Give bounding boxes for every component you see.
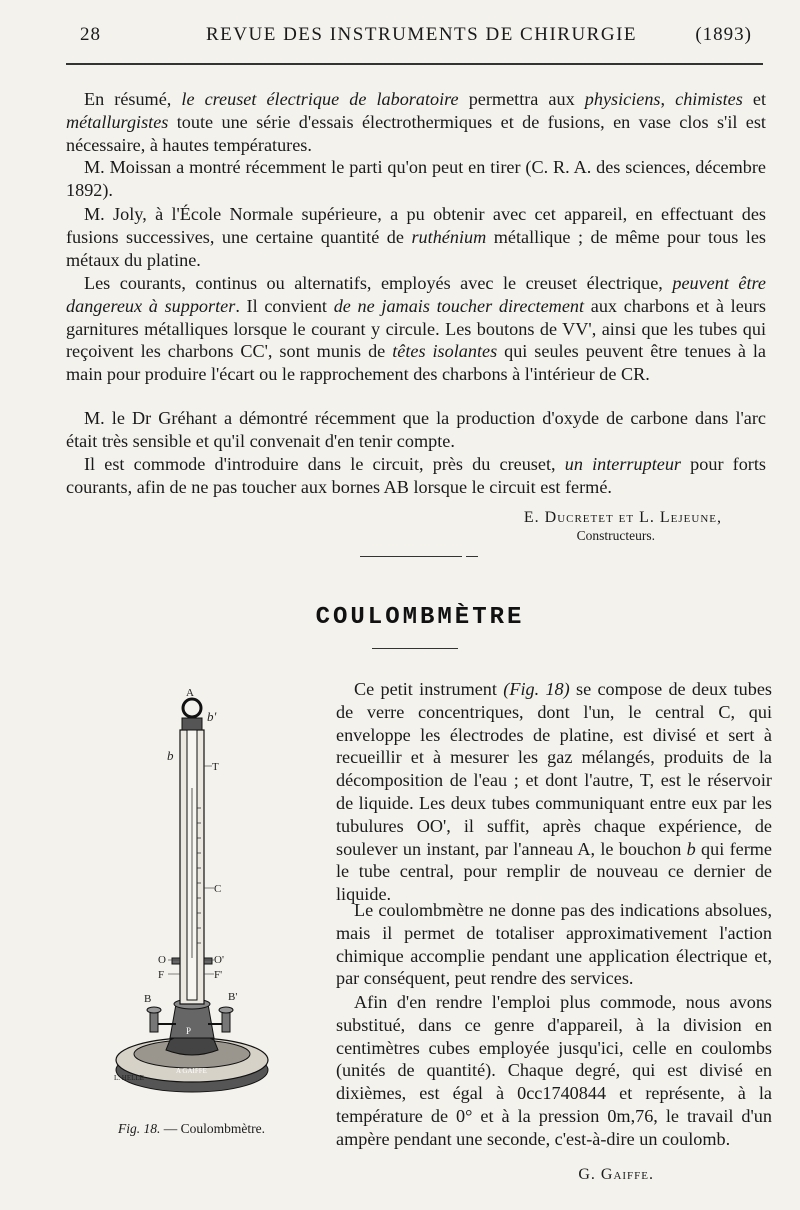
italic-run: métallurgistes <box>66 111 169 132</box>
label-P: P <box>186 1026 192 1036</box>
paragraph <box>66 203 766 271</box>
paragraph <box>66 272 766 386</box>
paragraph <box>66 407 766 453</box>
title-rule <box>372 648 458 649</box>
signature: G. Gaiffe. <box>578 1166 654 1183</box>
text-run: M. Moissan a montré récemment le parti qu'on peut en tirer (C. R. A. des sciences, décembre 1892). <box>66 157 766 200</box>
text-run: et <box>742 89 767 109</box>
text-run: pour forts courants, afin de ne pas toucher aux bornes AB lorsque le circuit est fermé. <box>66 454 766 497</box>
coulombmeter-figure <box>110 688 290 1103</box>
italic-run: têtes isolantes <box>392 341 498 362</box>
signature: E. Ducretet et L. Lejeune, <box>523 509 722 526</box>
caption-text: — Coulombmètre. <box>163 1121 265 1136</box>
base-mark: A GAIFFE <box>176 1067 207 1075</box>
paragraph <box>66 453 766 499</box>
italic-run: ruthénium <box>411 226 487 247</box>
label-B-prime: B' <box>228 991 238 1003</box>
italic-run: un interrupteur <box>564 454 681 474</box>
label-A: A <box>186 688 194 699</box>
text-run: toute une série d'essais électrothermiques et de fusions, en vase clos s'il est nécessaire, à hautes températures. <box>66 111 766 155</box>
header-rule <box>66 63 763 65</box>
italic-run: chimistes <box>675 89 743 109</box>
italic-run: physiciens <box>584 89 661 109</box>
text-run: . Il convient <box>235 295 334 316</box>
label-F: F <box>158 969 165 981</box>
text-run: se compose de deux tubes de verre concentriques, dont l'un, le central C, qui enveloppe les électrodes de platine, est divisé et sert à recueillir et à mesurer les gaz mélangés, produits de la décomposition de l'eau ; et dont l'autre, T, est le réservoir de liquide. Les deux tubes communiquant entre eux par les tubulures OO', il suffit, après chaque expérience, de soulever un instant, par l'anneau A, le bouchon <box>336 679 772 859</box>
italic-run: peuvent être dangereux à supporter <box>66 273 766 316</box>
label-O: O <box>158 954 166 966</box>
text-run: Il est commode d'introduire dans le circuit, près du creuset, <box>84 454 565 474</box>
signature-role: Constructeurs. <box>576 528 655 543</box>
text-run: Ce petit instrument <box>354 679 504 699</box>
text-run: qui seules peuvent être tenues à la main pour produire l'écart ou le rapprochement des charbons à l'intérieur de CR. <box>66 341 766 385</box>
text-run: permettra aux <box>458 89 585 109</box>
italic-run: le creuset électrique de laboratoire <box>181 89 459 109</box>
page-number: 28 <box>80 24 101 45</box>
italic-run: b <box>686 838 696 859</box>
section-divider-tail <box>466 556 478 557</box>
label-C: C <box>214 883 222 895</box>
text-run: M. le Dr Gréhant a démontré récemment que la production d'oxyde de carbone dans l'arc était très sensible et qu'il convenait d'en tenir compte. <box>66 408 766 451</box>
italic-run: de ne jamais toucher directement <box>333 295 585 316</box>
label-O-prime: O' <box>214 954 224 966</box>
page-header <box>66 20 762 54</box>
text-run: En résumé, <box>84 89 182 109</box>
text-run: qui ferme le tube central, pour remplir de nouveau ce dernier de liquide. <box>336 838 772 905</box>
text-run: , <box>660 89 676 109</box>
label-B: B <box>144 993 152 1005</box>
figure-caption <box>118 1121 265 1137</box>
italic-run: (Fig. 18) <box>503 679 570 699</box>
section-title: COULOMBMÈTRE <box>315 604 525 631</box>
text-run: M. Joly, à l'École Normale supérieure, a pu obtenir avec cet appareil, en effectuant des fusions successives, une certaine quantité de <box>66 204 766 247</box>
paragraph <box>336 899 772 990</box>
paragraph <box>336 678 772 906</box>
paragraph <box>336 991 772 1151</box>
paragraph <box>66 88 766 156</box>
caption-number: Fig. 18. <box>118 1121 161 1136</box>
label-F-prime: F' <box>214 969 223 981</box>
engraver-mark: L. HELLE <box>114 1074 144 1082</box>
header-year: (1893) <box>695 24 752 45</box>
text-run: Afin d'en rendre l'emploi plus commode, nous avons substitué, dans ce genre d'appareil, à la division en centimètres cubes employée jusqu'ici, celle en coulombs (unités de quantité). Chaque degré, qui est divisé en dixièmes, est égal à 0cc1740844 et représente, à la température de 0° et à la pression 0m,76, le travail d'un ampère pendant une seconde, c'est-à-dire un coulomb. <box>336 992 772 1149</box>
text-run: Le coulombmètre ne donne pas des indications absolues, mais il permet de totaliser approximativement l'action chimique accomplie pendant une application électrique et, par conséquent, peut rendre des services. <box>336 900 772 989</box>
paragraph <box>66 156 766 202</box>
text-run: Les courants, continus ou alternatifs, employés avec le creuset électrique, <box>84 273 673 293</box>
section-divider <box>360 556 462 557</box>
text-run: aux charbons et à leurs garnitures métalliques lorsque le courant y circule. Les boutons de VV', ainsi que les tubes qui reçoivent les charbons CC', sont munis de <box>66 295 766 362</box>
label-b: b <box>167 748 174 763</box>
running-title: REVUE DES INSTRUMENTS DE CHIRURGIE <box>206 24 637 45</box>
label-T: T <box>212 761 219 773</box>
label-b-prime: b' <box>207 709 217 724</box>
text-run: métallique ; de même pour tous les métaux du platine. <box>66 226 766 270</box>
